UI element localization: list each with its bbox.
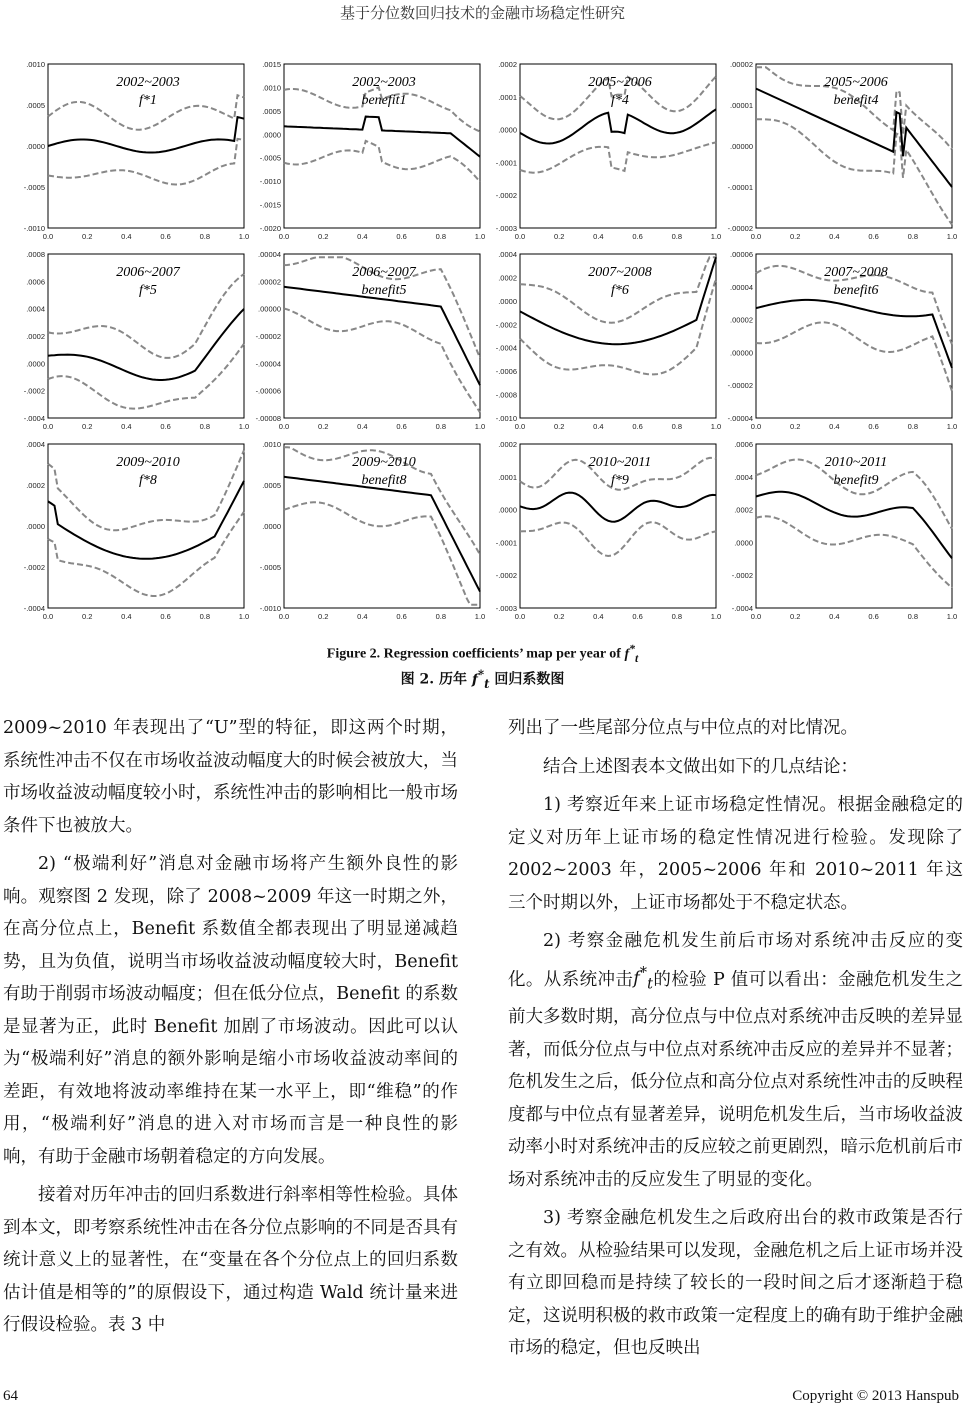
x-tick-label: 0.0	[278, 612, 290, 621]
paragraph: 接着对历年冲击的回归系数进行斜率相等性检验。具体到本文，即考察系统性冲击在各分位点影响的不同是否具有统计意义上的显著性，在“变量在各个分位点上的回归系数估计值是相等的”的原假设下，通过构造 Wald 统计量来进行假设检验。表 3 中	[3, 1185, 458, 1335]
y-tick-label: .0002	[734, 505, 753, 515]
y-tick-label: -.00001	[727, 183, 753, 192]
x-tick-label: 0.6	[396, 232, 407, 241]
panel-period-label: 2006~2007	[116, 265, 180, 280]
panel-variable-label: f*4	[611, 93, 629, 108]
y-tick-label: .0002	[498, 440, 517, 449]
caption-en-text: Figure 2. Regression coefficients’ map per year of	[326, 646, 621, 662]
x-tick-label: 0.2	[317, 612, 329, 621]
x-tick-label: 0.6	[632, 612, 643, 621]
coefficient-line	[756, 492, 952, 559]
coefficient-panel	[732, 440, 958, 621]
y-tick-label: .00001	[730, 101, 753, 110]
x-tick-label: 1.0	[710, 612, 722, 621]
coefficient-line	[284, 117, 480, 157]
regression-coefficient-figure	[14, 52, 964, 622]
x-tick-label: 0.0	[42, 612, 54, 621]
y-tick-label: .0000	[498, 125, 517, 135]
x-tick-label: 0.4	[357, 612, 368, 621]
x-tick-label: 0.8	[435, 232, 447, 241]
y-tick-label: .0002	[26, 332, 45, 341]
y-tick-label: .0000	[26, 522, 45, 531]
y-tick-label: -.00002	[727, 381, 753, 391]
x-tick-label: 0.8	[199, 612, 211, 621]
x-tick-label: 0.6	[868, 232, 879, 241]
x-tick-label: 0.8	[907, 232, 919, 241]
panel-period-label: 2005~2006	[824, 75, 888, 90]
y-tick-label: -.0015	[259, 200, 281, 210]
y-tick-label: .0005	[26, 101, 45, 110]
y-tick-label: -.0001	[495, 538, 517, 548]
y-tick-label: .00002	[258, 277, 281, 287]
coefficient-panel	[24, 250, 250, 431]
x-tick-label: 1.0	[474, 422, 486, 431]
y-tick-label: .0010	[26, 60, 45, 69]
panel-variable-label: f*5	[139, 283, 157, 298]
x-tick-label: 0.6	[868, 422, 879, 431]
coefficient-line	[284, 287, 480, 385]
panel-period-label: 2007~2008	[588, 265, 652, 280]
panel-period-label: 2010~2011	[824, 455, 888, 470]
x-tick-label: 0.0	[278, 422, 290, 431]
y-tick-label: .0005	[262, 106, 281, 116]
coefficient-line	[520, 493, 716, 522]
coefficient-panel	[496, 440, 722, 621]
panel-period-label: 2009~2010	[116, 455, 180, 470]
x-tick-label: 0.6	[160, 232, 171, 241]
y-tick-label: .0004	[26, 304, 45, 314]
x-tick-label: 0.4	[593, 422, 604, 431]
coefficient-panel	[496, 250, 722, 431]
y-tick-label: -.0010	[23, 224, 45, 233]
paragraph: 2) “极端利好”消息对金融市场将产生额外良性的影响。观察图 2 发现，除了 2008~2009 年这一时期之外，在高分位点上，Benefit 系数值全都表现出了明显递减趋势，且为负值，说明当市场收益波动幅度较大时，Benefit 有助于削弱市场波动幅度；但在低分位点，Benefit 的系数是显著为正，此时 Benefit 加剧了市场波动。因此可以认为“极端利好”消息的额外影响是缩小市场收益波动率间的差距，有效地将波动率维持在某一水平上，即“维稳”的作用，“极端利好”消息的进入对市场而言是一种良性的影响，有助于金融市场朝着稳定的方向发展。	[3, 854, 458, 1167]
y-tick-label: -.00004	[255, 359, 281, 369]
x-tick-label: 0.6	[632, 422, 643, 431]
panel-variable-label: f*6	[611, 283, 629, 298]
y-tick-label: .0004	[734, 472, 753, 482]
x-tick-label: 1.0	[710, 232, 722, 241]
x-tick-label: 0.2	[81, 422, 93, 431]
x-tick-label: 0.4	[829, 612, 840, 621]
x-tick-label: 0.0	[514, 232, 526, 241]
y-tick-label: .0004	[498, 250, 517, 259]
coefficient-line	[520, 109, 716, 143]
x-tick-label: 0.8	[671, 422, 683, 431]
y-tick-label: .00000	[258, 304, 281, 314]
panel-variable-label: benefit9	[833, 473, 879, 488]
x-tick-label: 0.0	[750, 612, 762, 621]
left-column	[3, 712, 458, 1348]
panel-variable-label: f*9	[611, 473, 629, 488]
y-tick-label: .0005	[262, 481, 281, 490]
panel-period-label: 2006~2007	[352, 265, 416, 280]
coefficient-panel	[496, 60, 722, 241]
y-tick-label: -.0010	[259, 177, 281, 187]
panel-period-label: 2002~2003	[352, 75, 416, 90]
paragraph: 2009~2010 年表现出了“U”型的特征，即这两个时期，系统性冲击不仅在市场收益波动幅度大的时候会被放大，当市场收益波动幅度较小时，系统性冲击的影响相比一般市场条件下也被放大。	[3, 718, 458, 836]
x-tick-label: 0.8	[907, 422, 919, 431]
coefficient-line	[756, 300, 952, 368]
x-tick-label: 1.0	[946, 232, 958, 241]
coefficient-panel	[260, 60, 486, 241]
x-tick-label: 0.0	[514, 612, 526, 621]
y-tick-label: .0002	[498, 60, 517, 69]
y-tick-label: .00004	[258, 250, 281, 259]
y-tick-label: .00004	[730, 282, 753, 292]
y-tick-label: -.0005	[23, 183, 45, 192]
y-tick-label: -.0002	[495, 571, 517, 581]
x-tick-label: 0.8	[907, 612, 919, 621]
y-tick-label: .00000	[730, 348, 753, 358]
y-tick-label: .00000	[730, 142, 753, 151]
y-tick-label: -.00002	[255, 332, 281, 341]
y-tick-label: -.0004	[23, 414, 45, 423]
x-tick-label: 0.6	[396, 612, 407, 621]
x-tick-label: 0.6	[160, 422, 171, 431]
panel-variable-label: benefit8	[361, 473, 407, 488]
inline-symbol: $f^*_t$	[633, 964, 653, 993]
x-tick-label: 0.8	[199, 422, 211, 431]
y-tick-label: .00002	[730, 60, 753, 69]
y-tick-label: -.0002	[23, 386, 45, 396]
x-tick-label: 0.2	[789, 232, 801, 241]
y-tick-label: .0002	[26, 481, 45, 490]
x-tick-label: 0.2	[553, 612, 565, 621]
panel-variable-label: benefit6	[833, 283, 879, 298]
page-number: 64	[3, 1388, 18, 1404]
y-tick-label: .0000	[734, 538, 753, 548]
x-tick-label: 1.0	[238, 232, 250, 241]
y-tick-label: .00006	[730, 250, 753, 259]
y-tick-label: -.00004	[727, 414, 753, 423]
x-tick-label: 0.8	[671, 232, 683, 241]
coefficient-panel	[24, 440, 250, 621]
lower-ci-line	[48, 344, 244, 409]
y-tick-label: -.0003	[495, 604, 517, 613]
x-tick-label: 1.0	[946, 612, 958, 621]
caption-zh-prefix: 图 2. 历年	[400, 671, 468, 688]
coefficient-panel	[728, 60, 958, 241]
x-tick-label: 0.2	[81, 232, 93, 241]
x-tick-label: 0.4	[593, 612, 604, 621]
y-tick-label: -.00006	[255, 386, 281, 396]
y-tick-label: .0010	[262, 83, 281, 93]
panel-period-label: 2007~2008	[824, 265, 888, 280]
paragraph: 3) 考察金融危机发生之后政府出台的救市政策是否行之有效。从检验结果可以发现，金融危机之后上证市场并没有立即回稳而是持续了较长的一段时间之后才逐渐趋于稳定，这说明积极的救市政策一定程度上的确有助于维护金融市场的稳定，但也反映出	[508, 1208, 963, 1359]
caption-zh-suffix: 回归系数图	[494, 671, 565, 688]
y-tick-label: -.0010	[259, 604, 281, 613]
y-tick-label: .00002	[730, 315, 753, 325]
y-tick-label: .0002	[498, 273, 517, 283]
y-tick-label: .0004	[26, 440, 45, 449]
y-tick-label: -.0004	[731, 604, 753, 613]
y-tick-label: -.00002	[727, 224, 753, 233]
lower-ci-line	[520, 522, 716, 556]
caption-zh-symbol: $f^*_t$	[471, 667, 490, 691]
coefficient-line	[48, 309, 244, 380]
x-tick-label: 0.4	[121, 232, 132, 241]
x-tick-label: 0.4	[357, 422, 368, 431]
panel-period-label: 2010~2011	[588, 455, 652, 470]
lower-ci-line	[284, 141, 480, 182]
y-tick-label: -.0001	[495, 158, 517, 168]
x-tick-label: 0.8	[671, 612, 683, 621]
paragraph: 2) 考察金融危机发生前后市场对系统冲击反应的变化。从系统冲击$f^*_t$的检验 P 值可以看出：金融危机发生之前大多数时期，高分位点与中位点对系统冲击反映的差异显著，而低分位点与中位点对系统冲击反应的差异并不显著；危机发生之后，低分位点和高分位点对系统性冲击的反映程度都与中位点有显著差异，说明危机发生后，当市场收益波动率小时对系统冲击的反应较之前更剧烈，暗示危机前后市场对系统冲击的反应发生了明显的变化。	[508, 931, 964, 1190]
panel-variable-label: benefit1	[361, 93, 407, 108]
y-tick-label: -.0003	[495, 224, 517, 233]
y-tick-label: -.0005	[259, 563, 281, 572]
panel-period-label: 2009~2010	[352, 455, 416, 470]
copyright: Copyright © 2013 Hanspub	[792, 1388, 959, 1404]
panel-variable-label: benefit4	[833, 93, 879, 108]
x-tick-label: 0.4	[121, 612, 132, 621]
y-tick-label: .0006	[26, 277, 45, 287]
x-tick-label: 0.2	[317, 232, 329, 241]
coefficient-line	[48, 117, 244, 152]
y-tick-label: -.0004	[495, 343, 517, 353]
y-tick-label: .0001	[498, 472, 517, 482]
x-tick-label: 0.6	[160, 612, 171, 621]
caption-en-symbol: $f^*_t$	[624, 642, 639, 665]
paragraph: 1) 考察近年来上证市场稳定性情况。根据金融稳定的定义对历年上证市场的稳定性情况进行检验。发现除了 2002~2003 年，2005~2006 年和 2010~2011 年这三个时期以外，上证市场都处于不稳定状态。	[508, 795, 963, 913]
panel-variable-label: benefit5	[361, 283, 407, 298]
y-tick-label: -.0020	[259, 224, 281, 233]
coefficient-panel	[24, 60, 250, 241]
x-tick-label: 0.6	[632, 232, 643, 241]
y-tick-label: -.0002	[495, 320, 517, 330]
x-tick-label: 0.8	[435, 422, 447, 431]
lower-ci-line	[48, 139, 244, 185]
panel-period-label: 2002~2003	[116, 75, 180, 90]
x-tick-label: 0.0	[42, 422, 54, 431]
coefficient-line	[48, 481, 244, 559]
figure-caption-en	[0, 642, 965, 664]
x-tick-label: 0.0	[514, 422, 526, 431]
y-tick-label: .0001	[498, 92, 517, 102]
y-tick-label: -.0004	[23, 604, 45, 613]
x-tick-label: 0.0	[750, 232, 762, 241]
lower-ci-line	[284, 502, 480, 604]
y-tick-label: -.0006	[495, 367, 517, 377]
x-tick-label: 1.0	[238, 422, 250, 431]
y-tick-label: -.00008	[255, 414, 281, 423]
x-tick-label: 1.0	[238, 612, 250, 621]
panel-variable-label: f*1	[139, 93, 157, 108]
x-tick-label: 0.4	[357, 232, 368, 241]
y-tick-label: .0000	[26, 359, 45, 369]
x-tick-label: 0.2	[81, 612, 93, 621]
x-tick-label: 0.4	[829, 232, 840, 241]
y-tick-label: .0000	[498, 505, 517, 515]
lower-ci-line	[756, 322, 952, 391]
panel-variable-label: f*8	[139, 473, 157, 488]
lower-ci-line	[756, 119, 952, 224]
figure-caption-zh	[0, 667, 965, 690]
paragraph: 结合上述图表本文做出如下的几点结论：	[543, 756, 858, 777]
x-tick-label: 0.2	[789, 612, 801, 621]
x-tick-label: 0.6	[868, 612, 879, 621]
x-tick-label: 0.8	[199, 232, 211, 241]
y-tick-label: .0000	[262, 522, 281, 531]
x-tick-label: 0.4	[829, 422, 840, 431]
y-tick-label: -.0008	[495, 390, 517, 400]
x-tick-label: 0.2	[789, 422, 801, 431]
x-tick-label: 0.2	[553, 422, 565, 431]
x-tick-label: 0.2	[553, 232, 565, 241]
y-tick-label: .0000	[26, 142, 45, 151]
y-tick-label: -.0005	[259, 153, 281, 163]
running-header: 基于分位数回归技术的金融市场稳定性研究	[339, 4, 625, 22]
y-tick-label: .0000	[262, 130, 281, 140]
x-tick-label: 1.0	[710, 422, 722, 431]
y-tick-label: -.0002	[495, 191, 517, 201]
coefficient-panel	[256, 250, 486, 431]
x-tick-label: 1.0	[946, 422, 958, 431]
paragraph: 列出了一些尾部分位点与中位点的对比情况。	[508, 718, 858, 738]
right-column	[508, 712, 963, 1371]
x-tick-label: 0.4	[593, 232, 604, 241]
x-tick-label: 1.0	[474, 612, 486, 621]
x-tick-label: 0.6	[396, 422, 407, 431]
x-tick-label: 1.0	[474, 232, 486, 241]
lower-ci-line	[48, 512, 244, 596]
y-tick-label: -.0002	[731, 571, 753, 581]
y-tick-label: .0015	[262, 60, 281, 69]
x-tick-label: 0.0	[42, 232, 54, 241]
x-tick-label: 0.2	[317, 422, 329, 431]
panel-period-label: 2005~2006	[588, 75, 652, 90]
y-tick-label: .0006	[734, 440, 753, 449]
y-tick-label: -.0002	[23, 563, 45, 572]
coefficient-line	[284, 477, 480, 592]
y-tick-label: .0000	[498, 296, 517, 306]
y-tick-label: -.0010	[495, 414, 517, 423]
x-tick-label: 0.8	[435, 612, 447, 621]
lower-ci-line	[756, 516, 952, 588]
x-tick-label: 0.0	[278, 232, 290, 241]
y-tick-label: .0010	[262, 440, 281, 449]
y-tick-label: .0008	[26, 250, 45, 259]
coefficient-panel	[728, 250, 958, 431]
x-tick-label: 0.4	[121, 422, 132, 431]
x-tick-label: 0.0	[750, 422, 762, 431]
lower-ci-line	[520, 142, 716, 172]
coefficient-panel	[260, 440, 486, 621]
